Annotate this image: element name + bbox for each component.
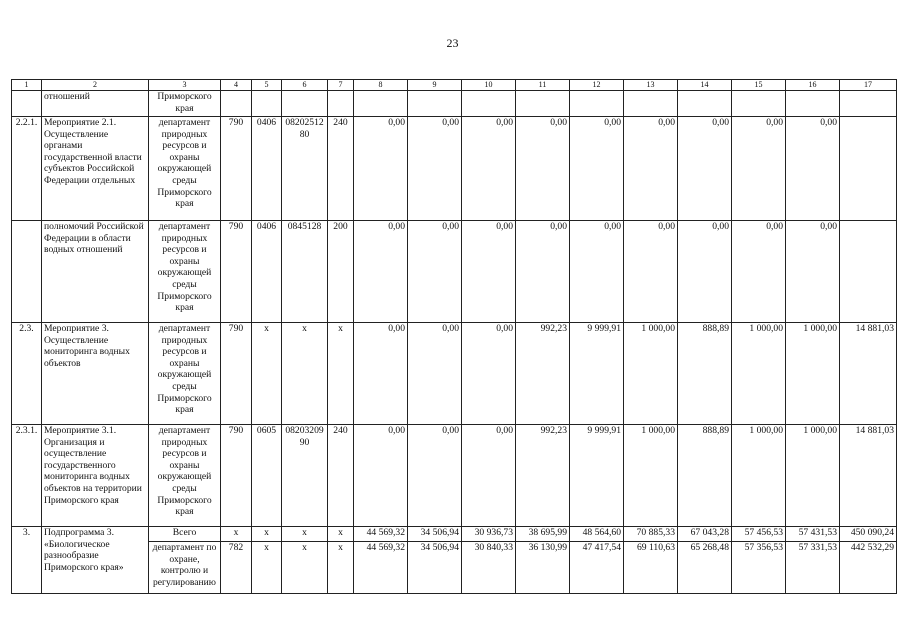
amount: 44 569,32 bbox=[354, 542, 408, 594]
table-row bbox=[12, 323, 897, 425]
amount: 1 000,00 bbox=[786, 323, 840, 425]
amount: 0,00 bbox=[570, 221, 624, 323]
amount: 44 569,32 bbox=[354, 527, 408, 542]
amount: 0,00 bbox=[354, 117, 408, 221]
code-vr: x bbox=[328, 323, 354, 425]
measure-name: Мероприятие 3.1. Организация и осуществление государственного мониторинга водных объектов на территории Приморского края bbox=[42, 425, 149, 527]
executor: департамент природных ресурсов и охраны окружающей среды Приморского края bbox=[149, 425, 221, 527]
amount: 0,00 bbox=[732, 221, 786, 323]
amount: 30 936,73 bbox=[462, 527, 516, 542]
amount: 0,00 bbox=[462, 425, 516, 527]
amount: 57 456,53 bbox=[732, 527, 786, 542]
table-row bbox=[12, 425, 897, 527]
amount: 57 431,53 bbox=[786, 527, 840, 542]
table-row bbox=[12, 221, 897, 323]
code-vr: x bbox=[328, 542, 354, 594]
executor: департамент по охране, контролю и регулированию bbox=[149, 542, 221, 594]
budget-table bbox=[11, 79, 897, 594]
amount: 69 110,63 bbox=[624, 542, 678, 594]
code-csr: x bbox=[282, 323, 328, 425]
amount: 0,00 bbox=[354, 221, 408, 323]
code-grbs: 790 bbox=[221, 117, 252, 221]
column-number: 14 bbox=[678, 80, 732, 91]
amount: 0,00 bbox=[408, 323, 462, 425]
measure-name: Подпрограмма 3. «Биологическое разнообразие Приморского края» bbox=[42, 527, 149, 594]
amount-total: 14 881,03 bbox=[840, 425, 897, 527]
amount: 9 999,91 bbox=[570, 323, 624, 425]
table-row bbox=[12, 117, 897, 221]
column-number: 15 bbox=[732, 80, 786, 91]
amount: 992,23 bbox=[516, 323, 570, 425]
row-number bbox=[12, 91, 42, 117]
amount: 888,89 bbox=[678, 425, 732, 527]
amount: 70 885,33 bbox=[624, 527, 678, 542]
amount: 48 564,60 bbox=[570, 527, 624, 542]
measure-name: Мероприятие 2.1. Осуществление органами государственной власти субъектов Российской Федерации отдельных bbox=[42, 117, 149, 221]
amount: 0,00 bbox=[462, 117, 516, 221]
amount: 30 840,33 bbox=[462, 542, 516, 594]
amount bbox=[840, 221, 897, 323]
page-number: 23 bbox=[446, 36, 459, 50]
code-rz: x bbox=[252, 542, 282, 594]
row-number: 2.3.1. bbox=[12, 425, 42, 527]
amount: 34 506,94 bbox=[408, 542, 462, 594]
column-number: 10 bbox=[462, 80, 516, 91]
amount: 1 000,00 bbox=[786, 425, 840, 527]
amount: 0,00 bbox=[786, 221, 840, 323]
amount: 0,00 bbox=[786, 117, 840, 221]
column-number: 2 bbox=[42, 80, 149, 91]
amount: 34 506,94 bbox=[408, 527, 462, 542]
column-number: 6 bbox=[282, 80, 328, 91]
amount bbox=[840, 117, 897, 221]
amount: 1 000,00 bbox=[732, 323, 786, 425]
code-vr: 240 bbox=[328, 425, 354, 527]
code-csr: 0820320990 bbox=[282, 425, 328, 527]
measure-name: полномочий Российской Федерации в области водных отношений bbox=[42, 221, 149, 323]
executor: департамент природных ресурсов и охраны окружающей среды Приморского края bbox=[149, 323, 221, 425]
code-grbs: x bbox=[221, 527, 252, 542]
amount: 0,00 bbox=[678, 117, 732, 221]
column-number: 13 bbox=[624, 80, 678, 91]
amount: 47 417,54 bbox=[570, 542, 624, 594]
amount: 0,00 bbox=[516, 117, 570, 221]
amount: 38 695,99 bbox=[516, 527, 570, 542]
amount: 1 000,00 bbox=[624, 323, 678, 425]
measure-name: отношений bbox=[42, 91, 149, 117]
code-rz: 0605 bbox=[252, 425, 282, 527]
column-number: 12 bbox=[570, 80, 624, 91]
row-number: 2.2.1. bbox=[12, 117, 42, 221]
amount: 0,00 bbox=[462, 221, 516, 323]
column-number: 17 bbox=[840, 80, 897, 91]
amount: 0,00 bbox=[354, 323, 408, 425]
column-number-row bbox=[12, 80, 897, 91]
amount: 57 331,53 bbox=[786, 542, 840, 594]
code-grbs: 790 bbox=[221, 221, 252, 323]
column-number: 8 bbox=[354, 80, 408, 91]
amount: 0,00 bbox=[678, 221, 732, 323]
executor: департамент природных ресурсов и охраны окружающей среды Приморского края bbox=[149, 221, 221, 323]
column-number: 4 bbox=[221, 80, 252, 91]
executor: Всего bbox=[149, 527, 221, 542]
amount: 0,00 bbox=[408, 117, 462, 221]
amount: 0,00 bbox=[462, 323, 516, 425]
amount: 9 999,91 bbox=[570, 425, 624, 527]
column-number: 16 bbox=[786, 80, 840, 91]
code-grbs: 790 bbox=[221, 323, 252, 425]
amount: 0,00 bbox=[516, 221, 570, 323]
column-number: 3 bbox=[149, 80, 221, 91]
code-vr: 240 bbox=[328, 117, 354, 221]
amount: 1 000,00 bbox=[732, 425, 786, 527]
amount: 67 043,28 bbox=[678, 527, 732, 542]
table-row bbox=[12, 91, 897, 117]
column-number: 5 bbox=[252, 80, 282, 91]
code-csr: x bbox=[282, 542, 328, 594]
amount: 992,23 bbox=[516, 425, 570, 527]
code-grbs: 782 bbox=[221, 542, 252, 594]
code-vr: x bbox=[328, 527, 354, 542]
code-vr: 200 bbox=[328, 221, 354, 323]
amount-total: 14 881,03 bbox=[840, 323, 897, 425]
executor: департамент природных ресурсов и охраны окружающей среды Приморского края bbox=[149, 117, 221, 221]
amount: 0,00 bbox=[408, 425, 462, 527]
column-number: 1 bbox=[12, 80, 42, 91]
measure-name: Мероприятие 3. Осуществление мониторинга водных объектов bbox=[42, 323, 149, 425]
amount: 0,00 bbox=[624, 117, 678, 221]
amount-total: 442 532,29 bbox=[840, 542, 897, 594]
column-number: 9 bbox=[408, 80, 462, 91]
code-csr: 0845128 bbox=[282, 221, 328, 323]
amount: 1 000,00 bbox=[624, 425, 678, 527]
amount: 0,00 bbox=[408, 221, 462, 323]
code-rz: 0406 bbox=[252, 221, 282, 323]
code-grbs: 790 bbox=[221, 425, 252, 527]
amount: 0,00 bbox=[624, 221, 678, 323]
row-number: 3. bbox=[12, 527, 42, 594]
executor: Приморского края bbox=[149, 91, 221, 117]
amount-total: 450 090,24 bbox=[840, 527, 897, 542]
code-rz: 0406 bbox=[252, 117, 282, 221]
amount: 57 356,53 bbox=[732, 542, 786, 594]
code-rz: x bbox=[252, 323, 282, 425]
amount: 65 268,48 bbox=[678, 542, 732, 594]
code-csr: x bbox=[282, 527, 328, 542]
amount: 0,00 bbox=[732, 117, 786, 221]
amount: 36 130,99 bbox=[516, 542, 570, 594]
row-number bbox=[12, 221, 42, 323]
amount: 0,00 bbox=[570, 117, 624, 221]
code-rz: x bbox=[252, 527, 282, 542]
table-row bbox=[12, 527, 897, 542]
amount: 888,89 bbox=[678, 323, 732, 425]
code-csr: 0820251280 bbox=[282, 117, 328, 221]
row-number: 2.3. bbox=[12, 323, 42, 425]
column-number: 7 bbox=[328, 80, 354, 91]
amount: 0,00 bbox=[354, 425, 408, 527]
column-number: 11 bbox=[516, 80, 570, 91]
